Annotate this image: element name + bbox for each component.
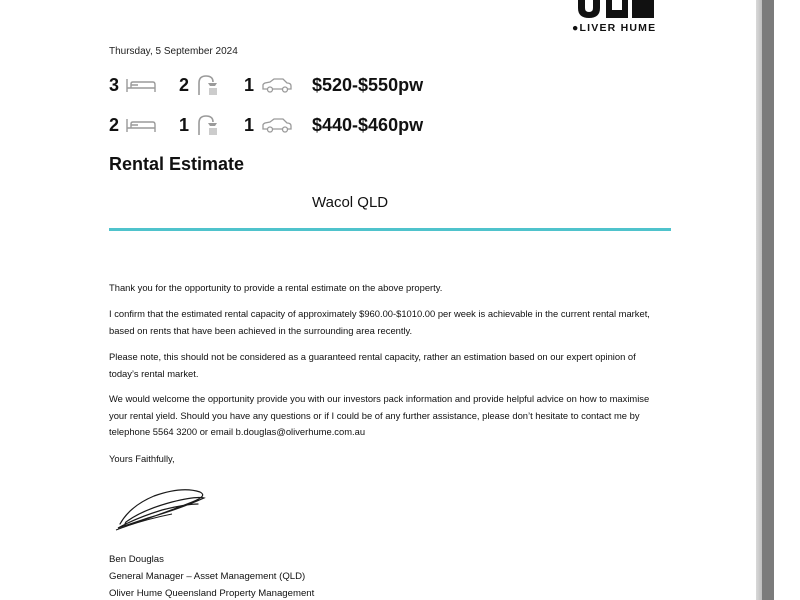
- estimate-row: [109, 73, 423, 97]
- bed-icon: [126, 77, 156, 93]
- bed-icon: [126, 117, 156, 133]
- viewer-edge-band: [762, 0, 774, 600]
- estimate-row: [109, 113, 423, 137]
- signatory-name: Ben Douglas: [109, 554, 164, 565]
- paragraph-intro: Thank you for the opportunity to provide a rental estimate on the above property.: [109, 282, 443, 293]
- bath-count: 2: [179, 74, 190, 95]
- logo-mark-icon: [572, 0, 660, 18]
- company-logo: [566, 0, 666, 36]
- closing-salutation: Yours Faithfully,: [109, 453, 175, 464]
- car-icon: [261, 77, 293, 93]
- price-range: $520-$550pw: [312, 74, 424, 95]
- paragraph-estimate: I confirm that the estimated rental capacity of approximately $960.00-$1010.00 per week is achievable in the current rental market, based on rents that have been achieved in the surrounding area recently.: [109, 308, 650, 336]
- shower-icon: [196, 74, 218, 96]
- viewer-background: [774, 0, 800, 600]
- signatory-role: General Manager – Asset Management (QLD): [109, 571, 306, 582]
- paragraph-contact: We would welcome the opportunity provide you with our investors pack information and provide helpful advice on how to maximise your rental yield. Should you have any questions or if I could be of any further assistance, please don’t hesitate to contact me by telephone 5564 3200 or email b.douglas@oliverhume.com.au: [109, 393, 650, 437]
- property-suburb: Wacol QLD: [312, 194, 389, 211]
- letter-date: Thursday, 5 September 2024: [109, 46, 238, 57]
- bed-count: 3: [109, 74, 120, 95]
- signature-block: [109, 551, 314, 600]
- car-icon: [261, 117, 293, 133]
- page-title: Rental Estimate: [109, 154, 245, 174]
- signature-image: [112, 484, 212, 532]
- shower-icon: [196, 114, 218, 136]
- logo-wordmark: ●LIVER HUME: [572, 22, 657, 34]
- accent-divider: [109, 228, 671, 231]
- bath-count: 1: [179, 114, 190, 135]
- paragraph-disclaimer: Please note, this should not be considered as a guaranteed rental capacity, rather an estimation based on our expert opinion of today’s rental market.: [109, 351, 636, 379]
- car-count: 1: [244, 74, 255, 95]
- price-range: $440-$460pw: [312, 114, 424, 135]
- bed-count: 2: [109, 114, 120, 135]
- signatory-company: Oliver Hume Queensland Property Management: [109, 588, 315, 599]
- car-count: 1: [244, 114, 255, 135]
